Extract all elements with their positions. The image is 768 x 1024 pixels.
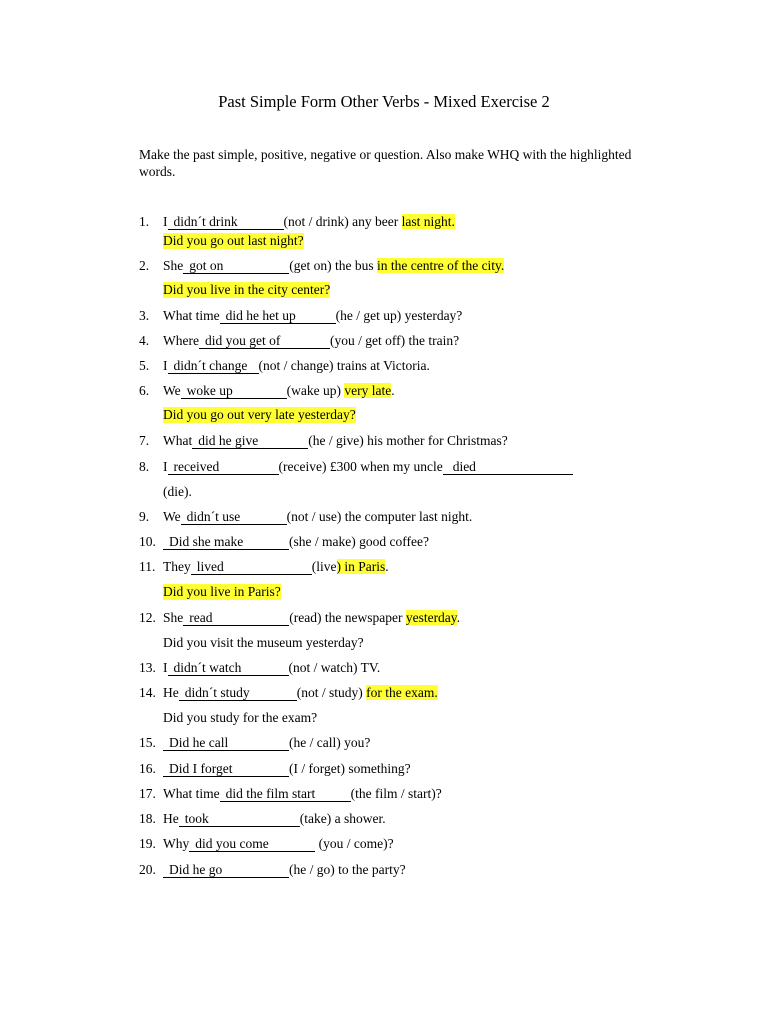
item-number: 5. bbox=[139, 358, 150, 373]
answer-blank: didn´t study bbox=[179, 686, 297, 701]
item-prefix: I bbox=[163, 660, 168, 675]
answer-blank: Did he call bbox=[163, 736, 289, 751]
answer-blank: did you get of bbox=[199, 334, 330, 349]
item-text bbox=[163, 509, 472, 525]
verb-prompt: (get on) the bus bbox=[289, 258, 374, 273]
item-text bbox=[163, 358, 430, 374]
item-number: 1. bbox=[139, 214, 150, 229]
answer-blank: did the film start bbox=[220, 787, 351, 802]
item-prefix: Where bbox=[163, 333, 199, 348]
item-number: 20. bbox=[139, 862, 156, 877]
answer-blank: didn´t drink bbox=[168, 215, 284, 230]
item-prefix: He bbox=[163, 811, 179, 826]
item-text bbox=[163, 459, 573, 475]
verb-prompt: (wake up) bbox=[286, 383, 342, 398]
item-text bbox=[163, 433, 508, 449]
answer-blank: didn´t change bbox=[168, 359, 259, 374]
item-text bbox=[163, 610, 460, 626]
item-prefix: I bbox=[163, 214, 168, 229]
verb-prompt: (you / come)? bbox=[315, 836, 394, 851]
item-suffix: . bbox=[456, 610, 461, 625]
verb-prompt: (not / study) bbox=[296, 685, 363, 700]
item-number: 3. bbox=[139, 308, 150, 323]
item-text bbox=[163, 836, 394, 852]
item-text bbox=[163, 786, 442, 802]
item-number: 17. bbox=[139, 786, 156, 801]
answer-blank: Did she make bbox=[163, 535, 289, 550]
verb-prompt: (receive) £300 when my uncle bbox=[278, 459, 443, 474]
verb-prompt: (not / drink) any beer bbox=[283, 214, 399, 229]
verb-prompt: (he / call) you? bbox=[289, 735, 371, 750]
item-text bbox=[163, 308, 462, 324]
item-suffix: . bbox=[391, 383, 395, 398]
verb-prompt: (live bbox=[311, 559, 337, 574]
item-number: 16. bbox=[139, 761, 156, 776]
item-text bbox=[163, 534, 429, 550]
highlighted-words: very late bbox=[344, 383, 392, 398]
item-text bbox=[163, 735, 370, 751]
item-prefix: She bbox=[163, 258, 184, 273]
continuation-line: (die). bbox=[163, 484, 192, 499]
question-line: Did you live in Paris? bbox=[163, 584, 281, 599]
item-number: 6. bbox=[139, 383, 150, 398]
item-prefix: I bbox=[163, 459, 168, 474]
verb-prompt: (he / get up) yesterday? bbox=[335, 308, 463, 323]
item-prefix: They bbox=[163, 559, 191, 574]
item-prefix: I bbox=[163, 358, 168, 373]
answer-blank: Did I forget bbox=[163, 762, 289, 777]
verb-prompt: (he / go) to the party? bbox=[289, 862, 406, 877]
question-line: Did you study for the exam? bbox=[163, 710, 318, 725]
item-text bbox=[163, 685, 438, 701]
question-line: Did you live in the city center? bbox=[163, 282, 331, 297]
answer-blank: woke up bbox=[181, 384, 287, 399]
item-text bbox=[163, 811, 386, 827]
item-number: 8. bbox=[139, 459, 150, 474]
item-text bbox=[163, 383, 395, 399]
item-number: 11. bbox=[139, 559, 156, 574]
item-number: 18. bbox=[139, 811, 156, 826]
verb-prompt: (she / make) good coffee? bbox=[289, 534, 429, 549]
answer-blank: did he give bbox=[192, 434, 308, 449]
highlighted-words: last night. bbox=[401, 214, 455, 229]
answer-blank: Did he go bbox=[163, 863, 289, 878]
item-prefix: Why bbox=[163, 836, 190, 851]
item-number: 9. bbox=[139, 509, 150, 524]
item-prefix: What time bbox=[163, 786, 220, 801]
item-prefix: We bbox=[163, 383, 181, 398]
item-number: 15. bbox=[139, 735, 156, 750]
item-number: 4. bbox=[139, 333, 150, 348]
answer-blank: got on bbox=[183, 259, 289, 274]
item-number: 7. bbox=[139, 433, 150, 448]
item-text bbox=[163, 862, 406, 878]
highlighted-words: for the exam. bbox=[366, 685, 438, 700]
item-prefix: What bbox=[163, 433, 193, 448]
item-text bbox=[163, 214, 455, 230]
answer-blank: lived bbox=[191, 560, 312, 575]
item-text bbox=[163, 258, 504, 274]
item-prefix: He bbox=[163, 685, 179, 700]
instructions: Make the past simple, positive, negative or question. Also make WHQ with the highlighted words. bbox=[139, 147, 632, 179]
item-text bbox=[163, 333, 459, 349]
highlighted-words: ) in Paris bbox=[336, 559, 386, 574]
page-title: Past Simple Form Other Verbs - Mixed Exercise 2 bbox=[218, 92, 550, 111]
item-prefix: We bbox=[163, 509, 181, 524]
highlighted-words: in the centre of the city. bbox=[376, 258, 505, 273]
answer-blank: took bbox=[179, 812, 300, 827]
answer-blank: did he het up bbox=[220, 309, 336, 324]
verb-prompt: (the film / start)? bbox=[350, 786, 442, 801]
item-text bbox=[163, 660, 380, 676]
verb-prompt: (he / give) his mother for Christmas? bbox=[308, 433, 508, 448]
answer-blank: received bbox=[168, 460, 279, 475]
answer-blank: did you come bbox=[189, 837, 315, 852]
item-number: 14. bbox=[139, 685, 156, 700]
item-prefix: She bbox=[163, 610, 184, 625]
answer-blank: didn´t use bbox=[181, 510, 287, 525]
item-prefix: What time bbox=[163, 308, 220, 323]
item-suffix: . bbox=[385, 559, 389, 574]
answer-blank: didn´t watch bbox=[168, 661, 289, 676]
item-number: 10. bbox=[139, 534, 156, 549]
verb-prompt: (not / use) the computer last night. bbox=[286, 509, 473, 524]
item-number: 19. bbox=[139, 836, 156, 851]
item-number: 13. bbox=[139, 660, 156, 675]
answer-blank: read bbox=[183, 611, 289, 626]
verb-prompt: (I / forget) something? bbox=[289, 761, 411, 776]
item-number: 2. bbox=[139, 258, 150, 273]
verb-prompt: (not / watch) TV. bbox=[288, 660, 381, 675]
item-text bbox=[163, 559, 389, 575]
verb-prompt: (read) the newspaper bbox=[289, 610, 403, 625]
answer-blank: died bbox=[443, 460, 573, 475]
question-line: Did you visit the museum yesterday? bbox=[163, 635, 364, 650]
highlighted-words: yesterday bbox=[405, 610, 457, 625]
question-line: Did you go out last night? bbox=[163, 233, 304, 248]
question-line: Did you go out very late yesterday? bbox=[163, 407, 356, 422]
verb-prompt: (take) a shower. bbox=[299, 811, 386, 826]
item-text bbox=[163, 761, 411, 777]
verb-prompt: (you / get off) the train? bbox=[329, 333, 460, 348]
verb-prompt: (not / change) trains at Victoria. bbox=[258, 358, 430, 373]
item-number: 12. bbox=[139, 610, 156, 625]
